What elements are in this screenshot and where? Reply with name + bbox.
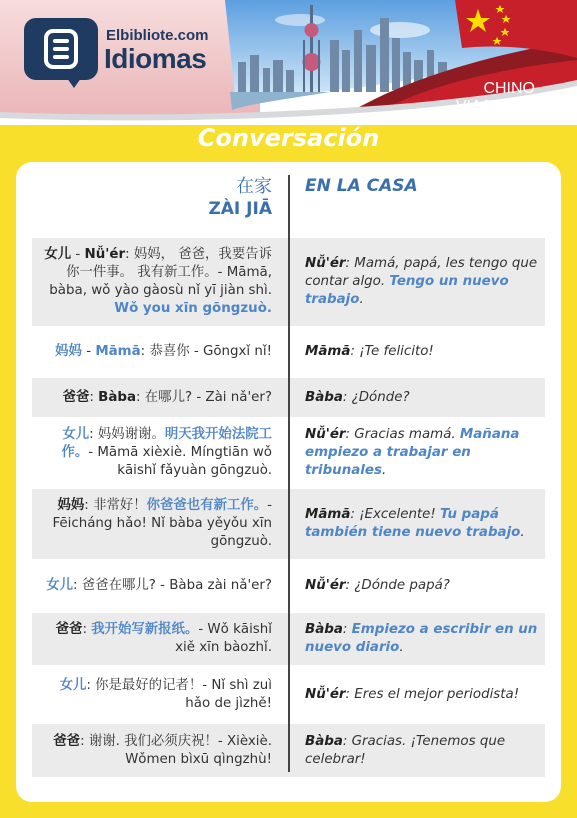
- text-segment: Nǚ'ér: [84, 247, 126, 262]
- chinese-line: [32, 724, 272, 777]
- text-segment: : ¡Te felicito!: [350, 344, 434, 359]
- text-segment: : 爸爸在哪儿? - Bàba zài nǎ'er?: [73, 578, 272, 593]
- speech-bubble-logo-icon: [24, 18, 98, 80]
- chinese-line: [32, 330, 272, 374]
- text-segment: Nǚ'ér: [305, 686, 346, 702]
- text-segment: Empiezo a escribir en un nuevo diario: [305, 622, 538, 655]
- brand-site: Elbibliote.com: [106, 27, 209, 44]
- column-divider: [288, 175, 290, 772]
- text-segment: :: [82, 622, 92, 637]
- text-segment: : ¡Excelente!: [350, 507, 441, 522]
- spanish-line: [305, 563, 541, 609]
- text-segment: 妈妈: [55, 344, 82, 359]
- text-segment: : Gracias. ¡Tenemos que celebrar!: [305, 733, 506, 767]
- text-segment: :: [342, 622, 352, 637]
- text-segment: 明天我开始法院工作。: [61, 427, 272, 460]
- text-segment: 女儿: [44, 247, 72, 262]
- header-banner: [0, 0, 577, 125]
- spanish-line: [305, 378, 541, 417]
- text-segment: Bàba: [98, 389, 137, 405]
- text-segment: : ¿Dónde papá?: [345, 578, 450, 593]
- text-segment: : 你是最好的记者！- Nǐ shì zuì hǎo de jìzhě!: [86, 677, 272, 711]
- spanish-line: [305, 421, 541, 485]
- header-pinyin: ZÀI JIĀ: [208, 199, 272, 219]
- text-segment: Bàba: [305, 622, 343, 637]
- text-segment: Māmā: [95, 344, 141, 359]
- text-segment: 女儿: [59, 677, 87, 693]
- text-segment: 妈妈: [57, 498, 85, 513]
- text-segment: : 恭喜你 - Gōngxǐ nǐ!: [140, 344, 272, 359]
- text-segment: 爸爸: [62, 389, 90, 405]
- text-segment: : Gracias mamá.: [345, 427, 460, 442]
- section-title: Conversación: [197, 124, 380, 152]
- column-header-chinese: [30, 176, 272, 220]
- chinese-line: [32, 378, 272, 417]
- text-segment: .: [359, 292, 364, 307]
- text-segment: 女儿: [46, 578, 74, 593]
- spanish-line: [305, 669, 541, 720]
- category-label: VIAJEROS: [455, 98, 535, 115]
- text-segment: : Eres el mejor periodista!: [345, 686, 520, 702]
- text-segment: .: [399, 640, 404, 655]
- spanish-line: [305, 238, 541, 326]
- text-segment: : 妈妈， 爸爸，我要告诉你一件事。 我有新工作。- Māmā, bàba, wǒ yào gàosù nǐ yī jiàn shì.: [49, 247, 272, 298]
- spanish-line: [305, 330, 541, 374]
- chinese-line: [32, 563, 272, 609]
- text-segment: : 在哪儿? - Zài nǎ'er?: [136, 389, 272, 405]
- text-segment: - Māmā xièxiè. Míngtiān wǒ kāishǐ fǎyuàn gōngzuò.: [88, 445, 272, 478]
- text-segment: 爸爸: [53, 733, 81, 749]
- text-segment: 你爸爸也有新工作。: [146, 498, 268, 513]
- text-segment: Mañana empiezo a trabajar en tribunales: [305, 427, 520, 478]
- text-segment: Tu papá también tiene nuevo trabajo: [305, 507, 521, 540]
- text-segment: : 妈妈谢谢。: [89, 427, 165, 442]
- text-segment: Nǚ'ér: [305, 427, 346, 442]
- text-segment: 爸爸: [55, 622, 83, 637]
- text-segment: Tengo un nuevo trabajo: [305, 274, 509, 307]
- text-segment: Wǒ you xīn gōngzuò.: [114, 301, 272, 316]
- spanish-line: [305, 489, 541, 559]
- spanish-line: [305, 613, 541, 665]
- chinese-line: [32, 669, 272, 720]
- chinese-line: [32, 489, 272, 559]
- language-label: CHINO: [483, 80, 535, 97]
- brand-logo: [24, 18, 224, 88]
- text-segment: :: [89, 389, 99, 405]
- text-segment: 我开始写新报纸。: [91, 622, 199, 637]
- column-header-spanish: EN LA CASA: [305, 176, 418, 196]
- header-hanzi: 在家: [236, 176, 272, 197]
- text-segment: : 非常好！: [84, 498, 147, 513]
- text-segment: -: [71, 247, 85, 262]
- chinese-line: [32, 238, 272, 326]
- text-segment: Bàba: [305, 389, 343, 405]
- chinese-line: [32, 421, 272, 485]
- text-segment: : 谢谢. 我们必须庆祝！- Xièxiè. Wǒmen bìxū qìngzhù!: [80, 733, 272, 767]
- text-segment: -: [81, 344, 96, 359]
- text-segment: - Wǒ kāishǐ xiě xīn bàozhǐ.: [175, 622, 272, 655]
- text-segment: : Mamá, papá, les tengo que contar algo.: [305, 256, 538, 289]
- brand-name: Idiomas: [104, 43, 207, 74]
- text-segment: Māmā: [305, 507, 351, 522]
- text-segment: : ¿Dónde?: [342, 389, 410, 405]
- text-segment: .: [520, 525, 525, 540]
- text-segment: .: [381, 463, 387, 478]
- text-segment: Nǚ'ér: [305, 578, 346, 593]
- text-segment: Māmā: [305, 344, 351, 359]
- chinese-line: [32, 613, 272, 665]
- text-segment: 女儿: [62, 427, 90, 442]
- text-segment: - Fēicháng hǎo! Nǐ bàba yěyǒu xīn gōngzuò.: [52, 498, 272, 549]
- text-segment: Bàba: [305, 733, 343, 749]
- text-segment: Nǚ'ér: [305, 256, 346, 271]
- spanish-line: [305, 724, 541, 777]
